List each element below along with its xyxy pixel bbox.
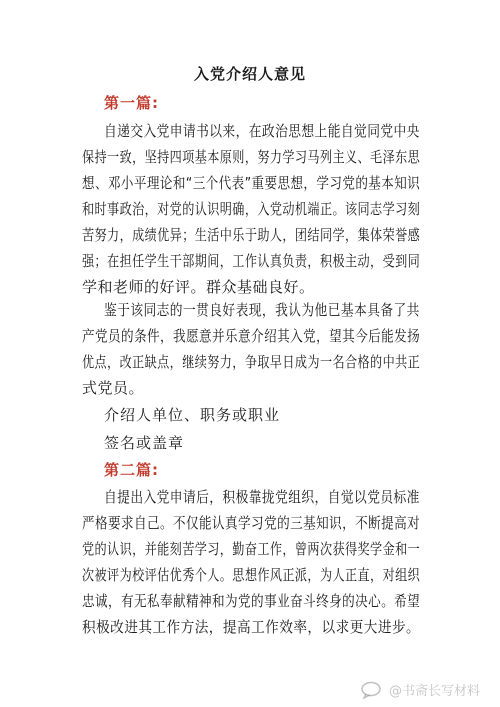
text-line: 优点，改正缺点，继续努力，争取早日成为一名合格的中共正 (82, 353, 421, 371)
text-line: 想、邓小平理论和“三个代表”重要思想，学习党的基本知识 (82, 174, 421, 192)
watermark (361, 680, 480, 699)
section2-heading: 第二篇: (104, 461, 159, 479)
section2-paragraph-1 (82, 484, 421, 640)
text-line: 积极改进其工作方法，提高工作效率，以求更大进步。 (82, 618, 421, 636)
page-title: 入党介绍人意见 (193, 65, 306, 83)
text-line: 保持一致，坚持四项基本原则，努力学习马列主义、毛泽东思 (82, 148, 421, 166)
text-line: 自提出入党申请后，积极靠拢党组织，自觉以党员标准 (104, 488, 420, 506)
section1-heading: 第一篇: (104, 94, 159, 112)
text-line: 自递交入党申请书以来，在政治思想上能自觉同党中央 (104, 122, 420, 140)
watermark-text: @书斋长写材料 (388, 684, 480, 699)
text-line: 式党员。 (82, 379, 145, 397)
text-line: 学和老师的好评。群众基础良好。 (82, 278, 315, 296)
text-line: 鉴于该同志的一贯良好表现，我认为他已基本具备了共 (104, 301, 420, 319)
text-line: 苦努力，成绩优异；生活中乐于助人，团结同学，集体荣誉感 (82, 226, 421, 244)
signature-label: 签名或盖章 (104, 434, 185, 452)
section1-paragraph-2 (82, 297, 421, 401)
section1-paragraph-1 (82, 118, 421, 300)
text-line: 强；在担任学生干部期间，工作认真负责，积极主动，受到同 (82, 252, 421, 270)
text-line: 忠诚，有无私奉献精神和为党的事业奋斗终身的决心。希望 (82, 592, 421, 610)
text-line: 和时事政治，对党的认识明确，入党动机端正。该同志学习刻 (82, 200, 421, 218)
text-line: 产党员的条件，我愿意并乐意介绍其入党，望其今后能发扬 (82, 327, 421, 345)
chat-bubble-icon (361, 681, 383, 699)
text-line: 党的认识，并能刻苦学习，勤奋工作，曾两次获得奖学金和一 (82, 540, 421, 558)
text-line: 次被评为校评估优秀个人。思想作风正派，为人正直，对组织 (82, 566, 421, 584)
text-line: 严格要求自己。不仅能认真学习党的三基知识，不断提高对 (82, 514, 421, 532)
introducer-unit-label: 介绍人单位、职务或职业 (104, 406, 281, 424)
